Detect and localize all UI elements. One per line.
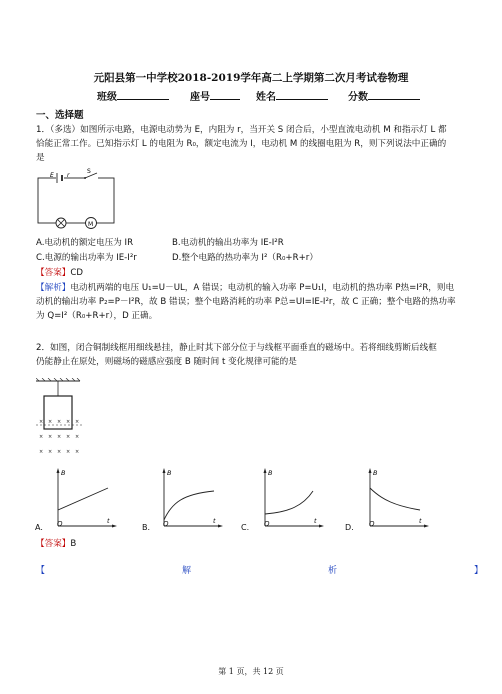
score-label: 分数 xyxy=(348,92,368,103)
q1-option-a: A.电动机的额定电压为 IR xyxy=(36,238,134,248)
axis-label-t: t xyxy=(314,517,317,525)
analysis-label: 【解析】 xyxy=(36,283,71,293)
graph-b-label: B. xyxy=(142,523,151,532)
q1-answer xyxy=(36,266,484,280)
label-r: r xyxy=(67,172,70,179)
label-e: E xyxy=(50,172,54,179)
q1-stem-line: 1．（多选）如图所示电路，电源电动势为 E，内阻为 r，当开关 S 闭合后，小型直流电动机 M 和指示灯 L 都 xyxy=(36,125,447,135)
analysis-bracket-close: 】 xyxy=(474,566,484,576)
q2-frame-diagram xyxy=(36,378,86,460)
score-field xyxy=(348,88,420,103)
circuit-wire xyxy=(38,178,114,223)
q1-stem-line: 是 xyxy=(36,153,45,163)
svg-text:×: × xyxy=(57,434,62,440)
name-field xyxy=(256,88,328,103)
b-t-curve xyxy=(58,488,108,510)
axis-label-t: t xyxy=(213,517,216,525)
axis-label-t: t xyxy=(419,517,422,525)
svg-text:×: × xyxy=(48,434,53,440)
svg-text:×: × xyxy=(39,449,44,455)
y-arrow xyxy=(264,468,267,473)
q2-stem-line: 仍能静止在原处，则磁场的磁感应强度 B 随时间 t 变化规律可能的是 xyxy=(36,357,297,367)
svg-text:×: × xyxy=(75,449,80,455)
q2-answer xyxy=(36,537,484,551)
y-arrow xyxy=(369,468,372,473)
score-blank xyxy=(368,89,420,100)
analysis-char-xi: 析 xyxy=(328,566,338,576)
x-arrow xyxy=(218,525,223,528)
svg-text:×: × xyxy=(57,449,62,455)
q1-stem xyxy=(36,123,484,165)
analysis-char-jie: 解 xyxy=(182,566,192,576)
class-label: 班级 xyxy=(97,92,117,103)
q1-analysis xyxy=(36,281,484,323)
svg-text:×: × xyxy=(39,434,44,440)
q1-option-b: B.电动机的输出功率为 IE-I²R xyxy=(172,238,284,248)
origin-label: O xyxy=(163,520,169,528)
class-blank xyxy=(117,89,169,100)
switch-gap xyxy=(84,176,98,181)
axis-label-b: B xyxy=(268,469,273,477)
x-arrow xyxy=(319,525,324,528)
axis-label-b: B xyxy=(61,469,66,477)
y-arrow xyxy=(57,468,60,473)
page-footer: 第 1 页，共 12 页 xyxy=(218,667,284,676)
q1-circuit-diagram xyxy=(36,168,116,236)
svg-text:×: × xyxy=(57,419,62,425)
axis-label-b: B xyxy=(373,469,378,477)
q2-stem xyxy=(36,341,484,369)
b-t-curve xyxy=(164,491,214,520)
graph-c-label: C. xyxy=(241,523,250,532)
answer-value: CD xyxy=(70,268,84,278)
graph-a-label: A. xyxy=(35,523,43,532)
x-arrow xyxy=(112,525,117,528)
analysis-text: 动机的输出功率 P₂=P－I²R，故 B 错误；整个电路消耗的功率 P总=UI=IE-I²r，故 C 正确；整个电路的热功率 xyxy=(36,297,456,307)
axis-label-t: t xyxy=(107,517,110,525)
analysis-text: 为 Q=I²（R₀+R+r），D 正确。 xyxy=(36,311,158,321)
analysis-bracket-open: 【 xyxy=(36,566,46,576)
svg-text:×: × xyxy=(66,434,71,440)
q1-option-d: D.整个电路的热功率为 I²（R₀+R+r） xyxy=(172,253,318,263)
svg-text:×: × xyxy=(48,449,53,455)
svg-text:×: × xyxy=(75,434,80,440)
origin-label: O xyxy=(264,520,270,528)
q2-stem-line: 2．如图，闭合铜制线框用细线悬挂，静止时其下部分位于与线框平面垂直的磁场中。若将细线剪断后线框 xyxy=(36,343,437,353)
q1-stem-line: 恰能正常工作。已知指示灯 L 的电阻为 R₀，额定电流为 I，电动机 M 的线圈电阻为 R，则下列说法中正确的 xyxy=(36,139,447,149)
name-label: 姓名 xyxy=(256,92,276,103)
label-m: M xyxy=(88,221,94,228)
graph-d-label: D. xyxy=(345,523,354,532)
b-t-curve xyxy=(265,491,313,514)
b-t-curve xyxy=(370,488,420,510)
svg-text:×: × xyxy=(75,419,80,425)
field-marks xyxy=(39,419,79,455)
seat-blank xyxy=(210,89,240,100)
x-arrow xyxy=(424,525,429,528)
origin-label: O xyxy=(369,520,375,528)
name-blank xyxy=(276,89,328,100)
axis-label-b: B xyxy=(167,469,172,477)
analysis-text: 电动机两端的电压 U₁=U－UL，A 错误；电动机的输入功率 P=U₁I，电动机的热功率 P热=I²R，则电 xyxy=(70,283,455,293)
seat-field xyxy=(190,88,240,103)
svg-text:×: × xyxy=(66,419,71,425)
answer-label: 【答案】 xyxy=(36,539,71,549)
seat-label: 座号 xyxy=(190,92,210,103)
y-arrow xyxy=(163,468,166,473)
section-heading-choice: 一、选择题 xyxy=(36,110,84,121)
svg-text:×: × xyxy=(66,449,71,455)
q1-option-c: C.电源的输出功率为 IE-I²r xyxy=(36,253,137,263)
origin-label: O xyxy=(57,520,63,528)
answer-value: B xyxy=(70,539,77,549)
page-title: 元阳县第一中学校2018-2019学年高二上学期第二次月考试卷物理 xyxy=(93,72,409,84)
svg-text:×: × xyxy=(48,419,53,425)
label-s: S xyxy=(87,168,91,175)
svg-text:×: × xyxy=(39,419,44,425)
class-field xyxy=(97,88,169,103)
answer-label: 【答案】 xyxy=(36,268,71,278)
